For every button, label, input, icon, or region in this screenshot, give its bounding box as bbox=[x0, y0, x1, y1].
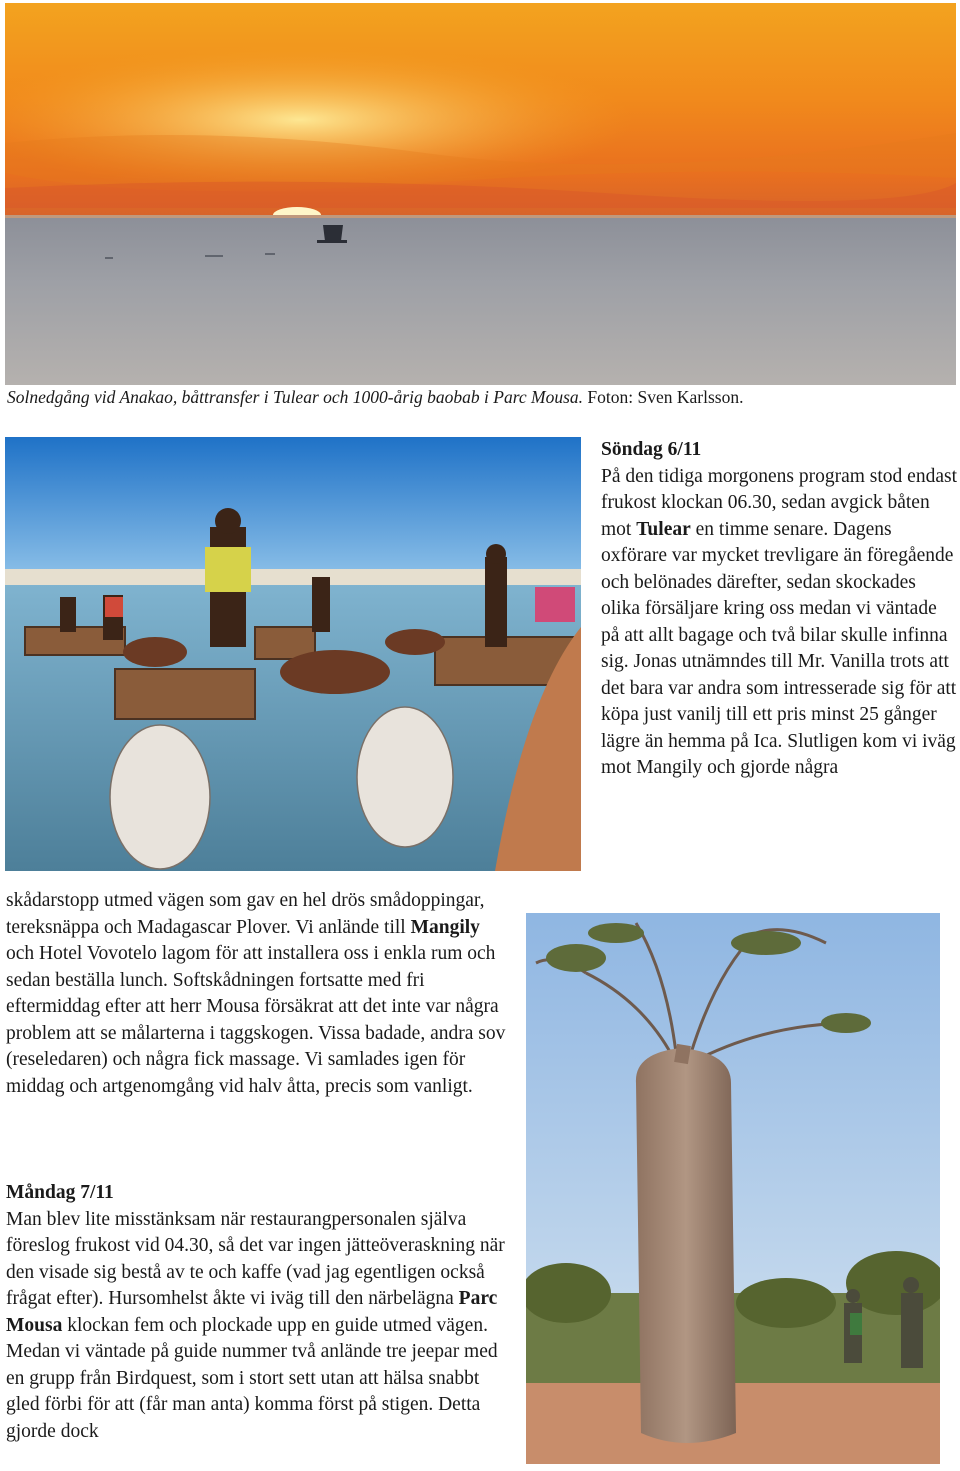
monday-heading: Måndag 7/11 bbox=[6, 1182, 114, 1203]
sunday-column bbox=[601, 437, 959, 782]
mangily-bold: Mangily bbox=[410, 916, 480, 938]
baobab-image bbox=[526, 913, 940, 1464]
monday-paragraph bbox=[6, 1207, 511, 1446]
ox-carts-image bbox=[5, 437, 581, 871]
caption-italic: Solnedgång vid Anakao, båttransfer i Tulear och 1000-årig baobab i Parc Mousa. bbox=[7, 387, 584, 407]
baobab-photo bbox=[526, 913, 940, 1464]
sunday-cont-a: skådarstopp utmed vägen som gav en hel drös smådoppingar, tereksnäppa och Madagascar Plover. Vi anlände till bbox=[6, 890, 485, 938]
photo-credit: Foton: Sven Karlsson. bbox=[583, 387, 744, 407]
parc-mousa-bold: Parc Mousa bbox=[6, 1288, 498, 1336]
monday-text-b: klockan fem och plockade upp en guide utmed vägen. Medan vi väntade på guide nummer två anlände tre jeepar med en grupp från Birdquest, som i stort sett utan att hälsa snabbt gled förbi för att (får man anta) komma först på stigen. Detta gjorde dock bbox=[6, 1314, 498, 1442]
sunday-continuation bbox=[6, 888, 511, 1100]
sunday-paragraph bbox=[601, 464, 959, 782]
sunset-image bbox=[5, 3, 956, 385]
sunset-photo bbox=[5, 3, 956, 385]
monday-column bbox=[6, 1180, 511, 1445]
sunday-continuation-paragraph bbox=[6, 888, 511, 1100]
sunday-text-a: På den tidiga morgonens program stod endast frukost klockan 06.30, sedan avgick båten mot bbox=[601, 465, 957, 540]
sunday-text-b: en timme senare. Dagens oxförare var mycket trevligare än föregående och belönades därefter, sedan skockades olika försäljare kring oss medan vi väntade på att allt bagage och två bilar skulle infinna sig. Jonas utnämndes till Mr. Vanilla trots att det bara var andra som intresserade sig för att köpa just vanilj till ett pris minst 25 gånger lägre än hemma på Ica. Slutligen kom vi iväg mot Mangily och gjorde några bbox=[601, 518, 957, 778]
sunday-cont-b: och Hotel Vovotelo lagom för att installera oss i enkla rum och sedan beställa lunch. Softskådningen fortsatte med fri eftermiddag efter att herr Mousa försäkrat att det inte var några problem att se målarterna i taggskogen. Vissa badade, andra sov (reseledaren) och några fick massage. Vi samlades igen för middag och artgenomgång vid halv åtta, precis som vanligt. bbox=[6, 943, 506, 1097]
monday-text-a: Man blev lite misstänksam när restaurangpersonalen själva föreslog frukost vid 04.30, så det var ingen jätteöveraskning när den visade sig bestå av te och kaffe (vad jag egentligen också frågat efter). Hursomhelst åkte vi iväg till den närbelägna bbox=[6, 1208, 505, 1309]
ox-carts-photo bbox=[5, 437, 581, 871]
tulear-bold: Tulear bbox=[636, 518, 691, 540]
sunday-heading: Söndag 6/11 bbox=[601, 439, 702, 460]
photo-caption bbox=[7, 386, 743, 408]
